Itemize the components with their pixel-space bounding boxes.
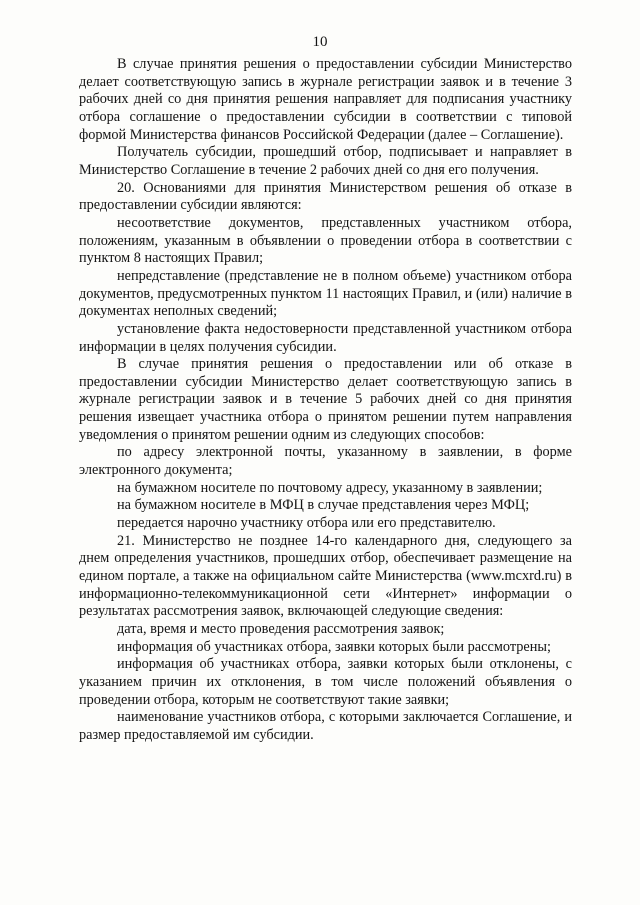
paragraph-ground-mismatch: несоответствие документов, представленных участником отбора, положениям, указанным в объявлении о проведении отбора в соответствии с пунктом 8 настоящих Правил; [79, 214, 572, 267]
paragraph-subsidy-decision: В случае принятия решения о предоставлении субсидии Министерство делает соответствующую запись в журнале регистрации заявок и в течение 3 рабочих дней со дня принятия решения направляет для подписания участнику отбора соглашение о предоставлении субсидии в соответствии с типовой формой Министерства финансов Российской Федерации (далее – Соглашение). [79, 56, 572, 143]
paragraph-20-refusal-grounds: 20. Основаниями для принятия Министерством решения об отказе в предоставлении субсидии являются: [79, 179, 572, 214]
paragraph-21-publication: 21. Министерство не позднее 14-го календарного дня, следующего за днем определения участников, прошедших отбор, обеспечивает размещение на едином портале, а также на официальном сайте Министерства (www.mcxrd.ru) в информационно-телекоммуникационной сети «Интернет» информации о результатах рассмотрения заявок, включающей следующие сведения: [79, 532, 572, 620]
paragraph-info-agreement: наименование участников отбора, с которыми заключается Соглашение, и размер предоставляемой им субсидии. [79, 709, 572, 743]
paragraph-method-post: на бумажном носителе по почтовому адресу, указанному в заявлении; [117, 479, 543, 496]
paragraph-method-mfc: на бумажном носителе в МФЦ в случае представления через МФЦ; [117, 497, 530, 514]
paragraph-method-courier: передается нарочно участнику отбора или его представителю. [117, 515, 496, 532]
paragraph-info-date-place: дата, время и место проведения рассмотрения заявок; [117, 621, 445, 637]
paragraph-recipient-signs: Получатель субсидии, прошедший отбор, подписывает и направляет в Министерство Соглашение в течение 2 рабочих дней со дня его получения. [79, 144, 572, 178]
paragraph-ground-missing-docs: непредставление (представление не в полном объеме) участником отбора документов, предусмотренных пунктом 11 настоящих Правил, и (или) наличие в документах неполных сведений; [79, 267, 572, 320]
paragraph-info-rejected: информация об участниках отбора, заявки которых были отклонены, с указанием причин их отклонения, в том числе положений объявления о проведении отбора, которым не соответствуют такие заявки; [79, 656, 572, 708]
document-body [79, 56, 572, 745]
page-number: 10 [312, 34, 328, 50]
paragraph-notification: В случае принятия решения о предоставлении или об отказе в предоставлении субсидии Министерство делает соответствующую запись в журнале регистрации заявок и в течение 5 рабочих дней со дня принятия решения извещает участника отбора о принятом решении путем направления уведомления о принятом решении одним из следующих способов: [79, 356, 572, 443]
paragraph-info-reviewed: информация об участниках отбора, заявки которых были рассмотрены; [117, 638, 551, 655]
paragraph-ground-false-info: установление факта недостоверности представленной участником отбора информации в целях получения субсидии. [79, 320, 572, 355]
paragraph-method-email: по адресу электронной почты, указанному в заявлении, в форме электронного документа; [79, 444, 572, 479]
